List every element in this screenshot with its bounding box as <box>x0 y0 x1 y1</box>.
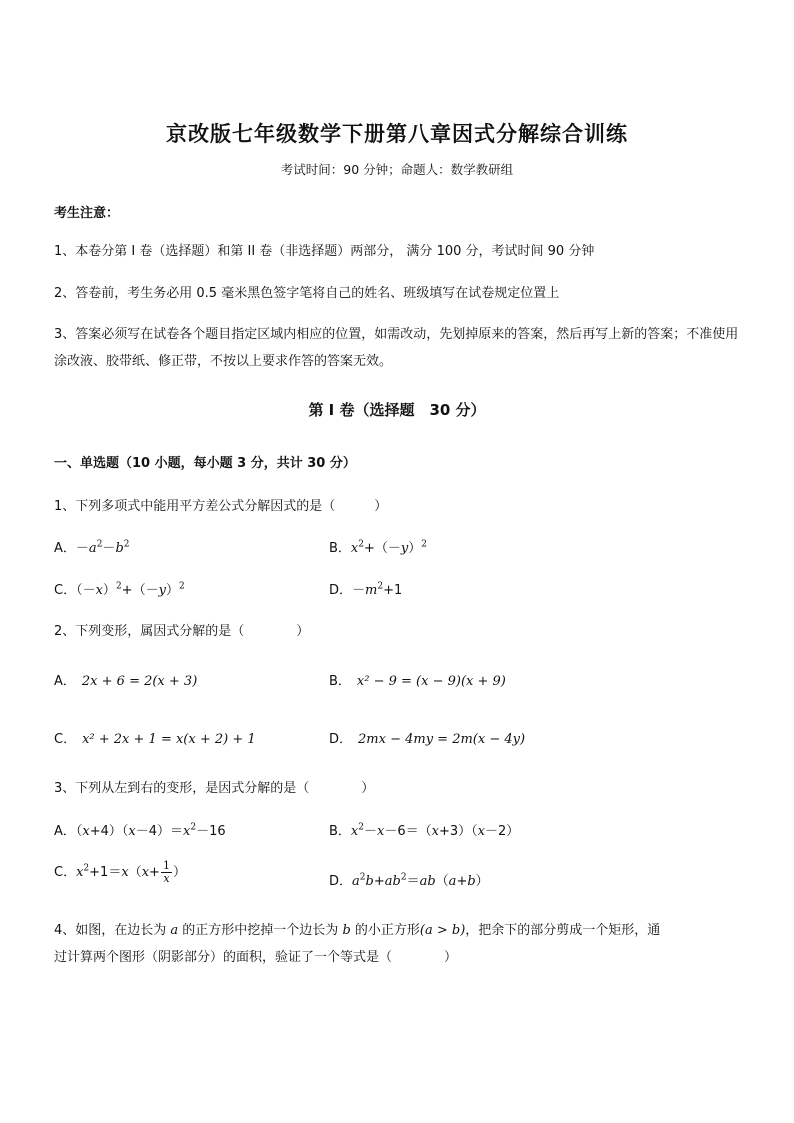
math-var: m <box>365 583 378 598</box>
question-2-option-b[interactable] <box>329 670 506 689</box>
math-exp: 2 <box>178 581 185 592</box>
math-var: x <box>183 824 191 839</box>
option-text: +3）（ <box>438 824 478 839</box>
option-text: +（－ <box>364 541 401 556</box>
notice-item-3: 3、答案必须写在试卷各个题目指定区域内相应的位置，如需改动，先划掉原来的答案，然后再写上新的答案；不准使用涂改液、胶带纸、修正带，不按以上要求作答的答案无效。 <box>54 327 739 369</box>
math-var: a <box>448 874 457 889</box>
option-text: ＝ <box>406 874 420 889</box>
option-text: +1＝ <box>89 865 122 880</box>
option-math: 2x + 6 = 2(x + 3) <box>81 674 198 689</box>
math-var: x <box>76 865 84 880</box>
question-1-option-d[interactable] <box>329 579 402 598</box>
stem-text: 4、如图，在边长为 <box>54 923 171 938</box>
option-text: +4）（ <box>89 824 129 839</box>
math-exp: 2 <box>190 822 197 833</box>
exam-subtitle: 考试时间：90 分钟；命题人：数学教研组 <box>280 162 514 177</box>
option-label: B． <box>329 824 351 839</box>
math-var: x <box>350 541 359 556</box>
math-var: a <box>88 541 97 556</box>
option-text: －4）＝ <box>135 824 184 839</box>
option-text: ） <box>102 583 116 598</box>
notice-item-2: 2、答卷前，考生务必用 0.5 毫米黑色签字笔将自己的姓名、班级填写在试卷规定位置上 <box>54 286 560 301</box>
stem-text: 的小正方形 <box>350 923 420 938</box>
option-text: （ <box>128 865 142 880</box>
option-label: D． <box>329 874 353 889</box>
question-2-option-c[interactable] <box>54 728 256 747</box>
question-4-stem-line-1 <box>54 919 660 938</box>
math-var: a <box>352 874 360 889</box>
option-math: x² − 9 = (x − 9)(x + 9) <box>356 674 506 689</box>
question-3-option-b[interactable] <box>329 820 519 839</box>
math-var: x <box>82 824 90 839</box>
option-label: C． <box>54 865 77 880</box>
option-text: ） <box>165 583 179 598</box>
option-label: A． <box>54 674 76 689</box>
section-title: 第 I 卷（选择题 30 分） <box>308 401 486 419</box>
option-label: B． <box>329 541 351 556</box>
math-exp: 2 <box>421 539 428 550</box>
math-inequality: (a > b) <box>419 923 466 938</box>
math-exp: 2 <box>123 539 130 550</box>
option-text: ） <box>475 874 489 889</box>
option-label: A．（ <box>54 824 83 839</box>
math-var: b <box>342 923 351 938</box>
option-text: ） <box>408 541 422 556</box>
question-3-stem: 3、下列从左到右的变形，是因式分解的是（ ） <box>54 781 375 796</box>
question-1-option-b[interactable] <box>329 537 427 556</box>
page-title: 京改版七年级数学下册第八章因式分解综合训练 <box>166 121 628 146</box>
math-var: x <box>95 583 103 598</box>
math-var: x <box>431 824 439 839</box>
math-var: ab <box>419 874 436 889</box>
option-text: － <box>364 824 378 839</box>
option-math: x² + 2x + 1 = x(x + 2) + 1 <box>82 732 256 747</box>
math-exp: 2 <box>358 822 364 833</box>
question-3-option-c[interactable] <box>54 860 186 885</box>
question-3-option-d[interactable] <box>329 870 489 889</box>
math-exp: 2 <box>96 539 103 550</box>
notice-heading: 考生注意： <box>54 206 120 221</box>
option-text: + <box>149 865 160 880</box>
math-var: x <box>377 824 385 839</box>
option-label: D． <box>329 732 353 747</box>
math-var: x <box>128 824 136 839</box>
option-math: 2mx − 4my = 2m(x − 4y) <box>358 732 526 747</box>
option-label: B． <box>329 674 351 689</box>
stem-text: ，把余下的部分剪成一个矩形，通 <box>465 923 661 938</box>
fraction-numerator: 1 <box>162 859 170 872</box>
question-3-option-a[interactable] <box>54 820 226 839</box>
math-exp: 2 <box>400 872 407 883</box>
option-text: －2） <box>485 824 520 839</box>
math-var: y <box>158 583 166 598</box>
math-var: y <box>400 541 409 556</box>
option-text: －6＝（ <box>384 824 432 839</box>
option-text: ） <box>172 865 186 880</box>
option-label: C．（－ <box>54 583 96 598</box>
part-heading: 一、单选题（10 小题，每小题 3 分，共计 30 分） <box>54 456 356 471</box>
option-label: A． <box>54 541 76 556</box>
math-var: ab <box>384 874 401 889</box>
option-text: +1 <box>383 583 403 598</box>
notice-item-1: 1、本卷分第 I 卷（选择题）和第 II 卷（非选择题）两部分， 满分 100 分，考试时间 90 分钟 <box>54 244 595 259</box>
math-exp: 2 <box>115 581 122 592</box>
option-text: － <box>75 541 89 556</box>
option-text: + <box>456 874 468 889</box>
math-var: x <box>350 824 359 839</box>
math-var: b <box>467 874 476 889</box>
fraction <box>161 860 172 885</box>
math-var: x <box>141 865 150 880</box>
option-text: + <box>373 874 385 889</box>
option-text: －16 <box>196 824 226 839</box>
option-text: － <box>352 583 366 598</box>
question-2-stem: 2、下列变形，属因式分解的是（ ） <box>54 624 310 639</box>
question-2-option-d[interactable] <box>329 728 525 747</box>
option-text: （ <box>435 874 449 889</box>
math-var: b <box>365 874 374 889</box>
math-exp: 2 <box>377 581 384 592</box>
math-exp: 2 <box>358 539 364 550</box>
question-2-option-a[interactable] <box>54 670 197 689</box>
option-label: D． <box>329 583 353 598</box>
math-exp: 2 <box>359 872 366 883</box>
math-var: x <box>477 824 485 839</box>
math-var: x <box>121 865 129 880</box>
math-var: a <box>170 923 179 938</box>
math-var: b <box>115 541 124 556</box>
math-exp: 2 <box>83 863 90 874</box>
option-label: C． <box>54 732 77 747</box>
question-1-stem: 1、下列多项式中能用平方差公式分解因式的是（ ） <box>54 499 388 514</box>
fraction-denominator: x <box>163 872 170 885</box>
stem-text: 的正方形中挖掉一个边长为 <box>178 923 343 938</box>
option-text: +（－ <box>121 583 159 598</box>
question-1-option-a[interactable] <box>54 537 130 556</box>
option-text: － <box>102 541 116 556</box>
question-1-option-c[interactable] <box>54 579 185 598</box>
question-4-stem-line-2: 过计算两个图形（阴影部分）的面积，验证了一个等式是（ ） <box>54 950 458 965</box>
